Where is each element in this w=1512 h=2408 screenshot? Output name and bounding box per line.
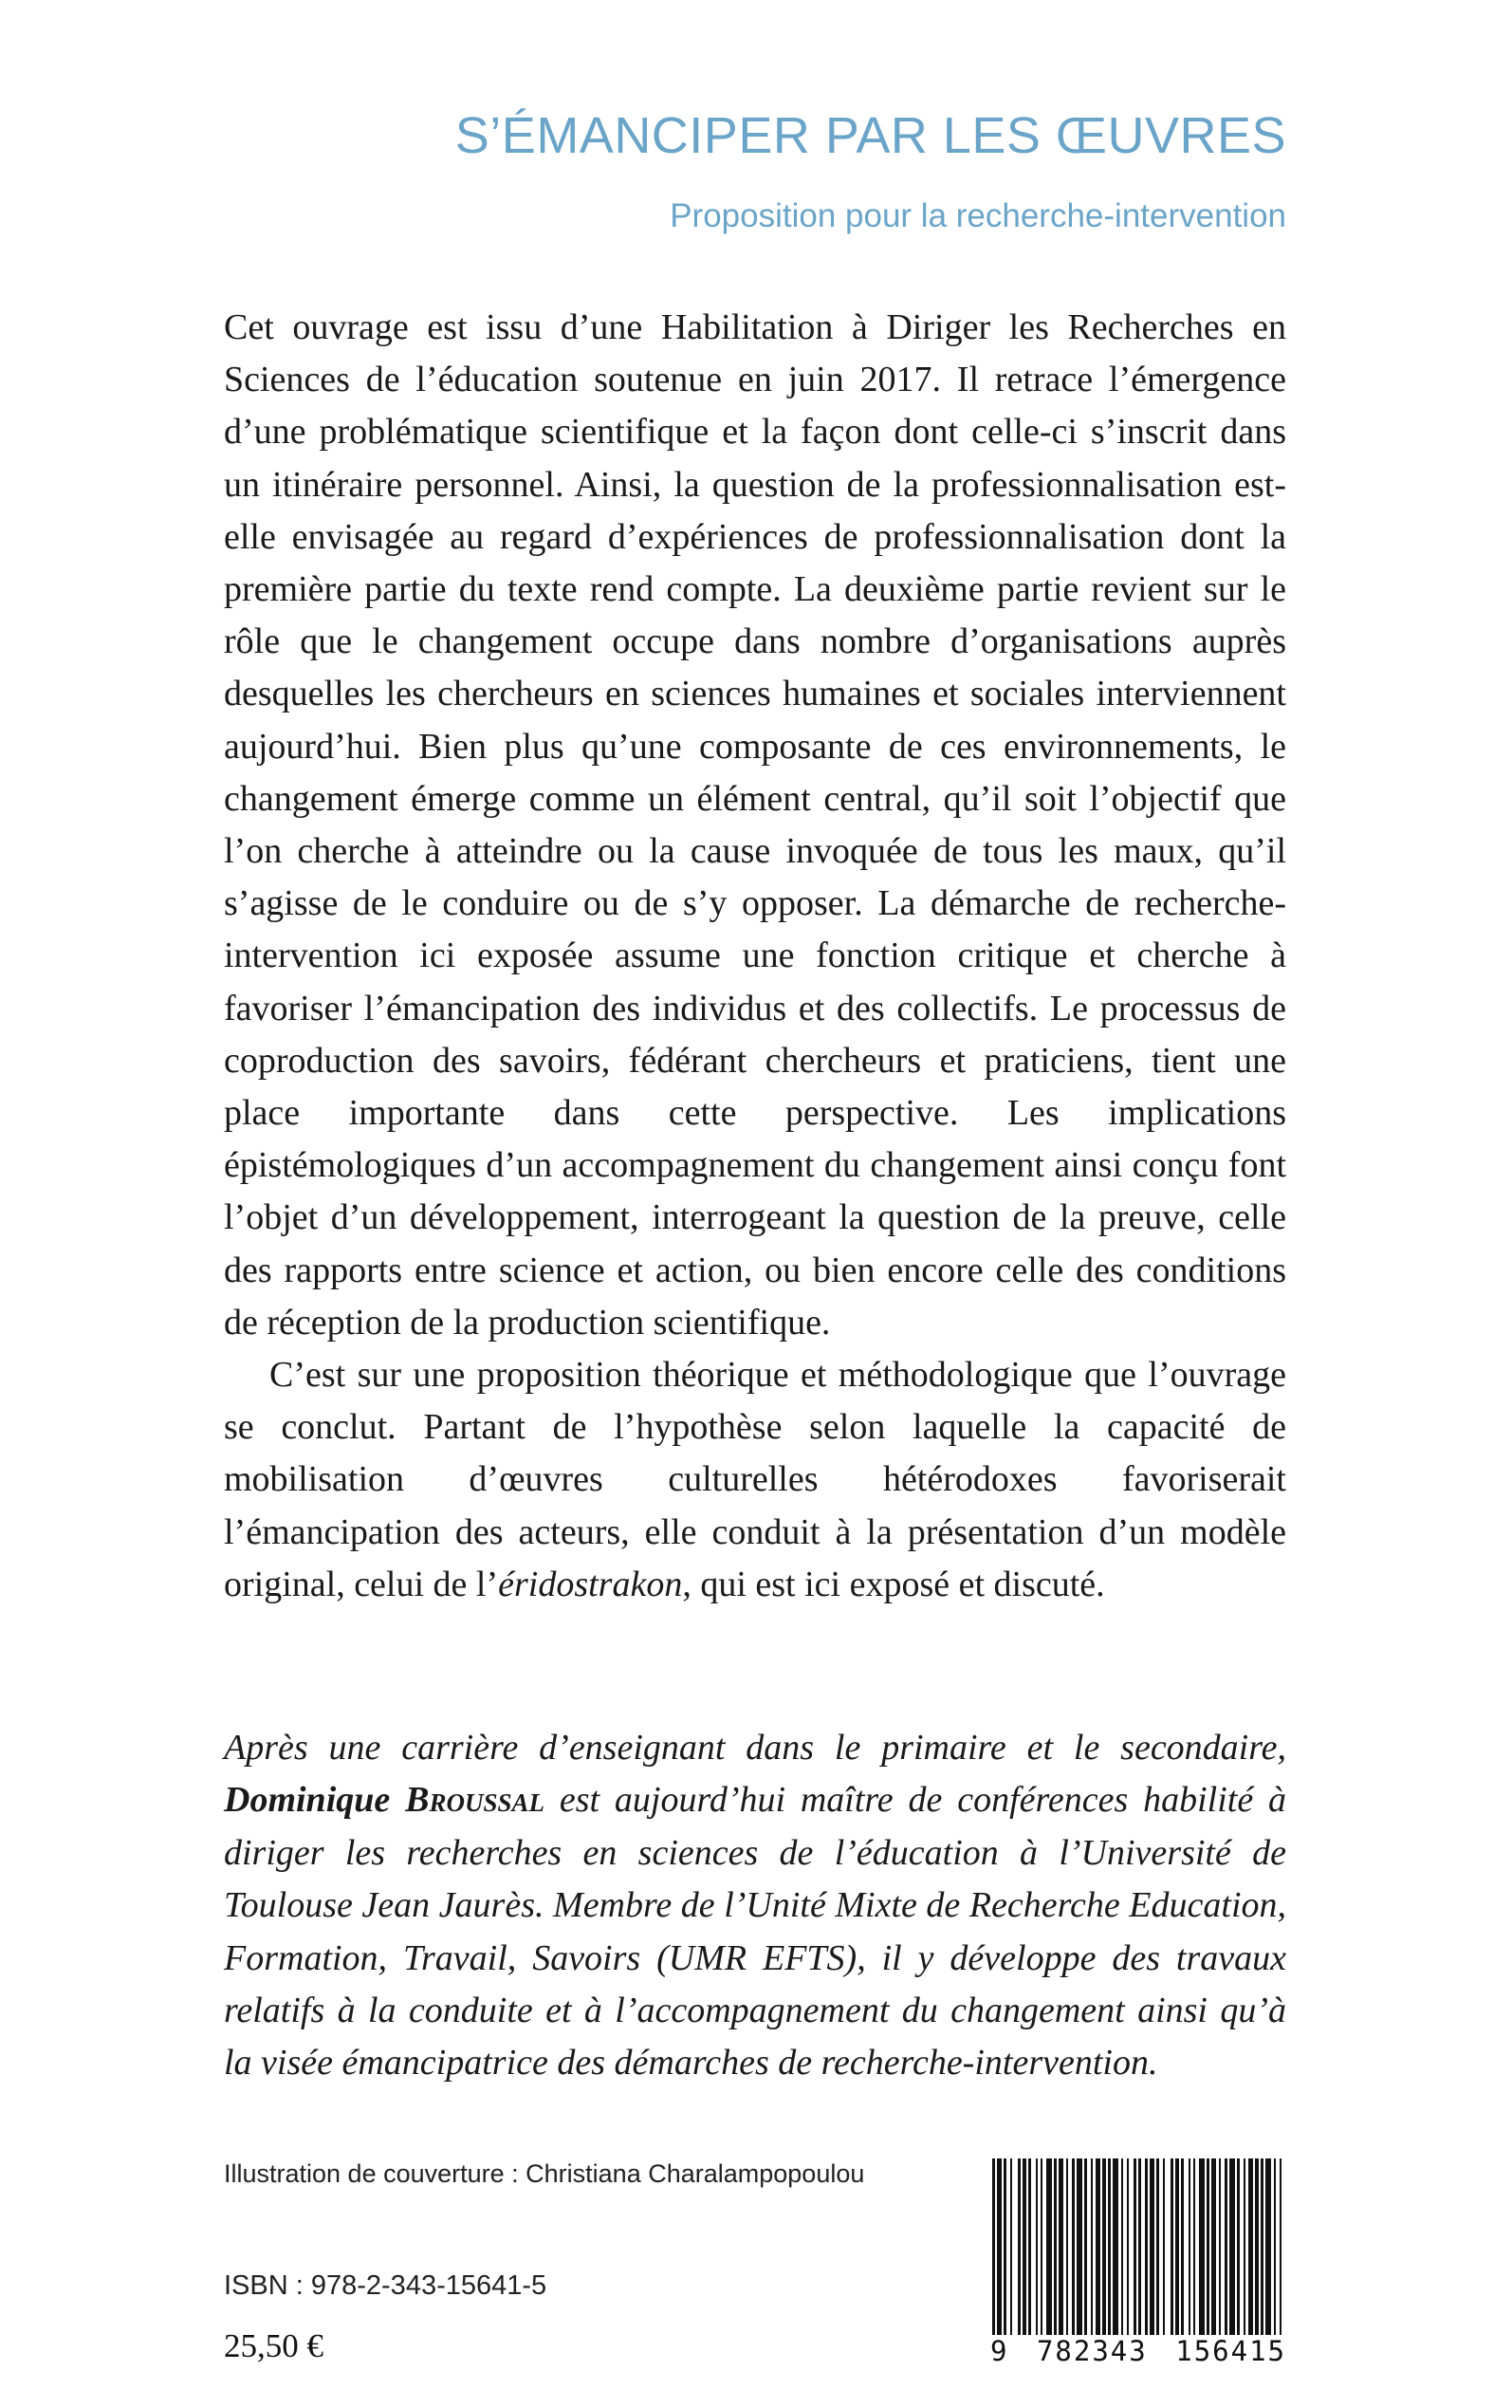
barcode-bar (1244, 2158, 1245, 2339)
barcode-bar (1189, 2158, 1190, 2339)
book-title: S’ÉMANCIPER PAR LES ŒUVRES (454, 107, 1286, 164)
barcode-bar (1041, 2158, 1042, 2339)
barcode-left-digits: 782343 (1036, 2335, 1148, 2367)
cover-illustration-credit: Illustration de couverture : Christiana Charalampopoulou (224, 2159, 865, 2188)
barcode-right-digits: 156415 (1175, 2335, 1286, 2367)
barcode-bar (1108, 2158, 1111, 2339)
barcode-lead-digit: 9 (990, 2335, 1009, 2367)
barcode-bar (1207, 2158, 1209, 2339)
barcode-bar (1138, 2158, 1141, 2339)
author-first-name: Dominique (224, 1780, 391, 1821)
barcode-bar (1261, 2158, 1263, 2339)
barcode-bar (1255, 2158, 1259, 2339)
barcode-bar (1018, 2158, 1021, 2339)
barcode-bar (1054, 2158, 1057, 2339)
isbn-number: ISBN : 978-2-343-15641-5 (224, 2270, 547, 2301)
barcode-bar (1023, 2158, 1026, 2339)
bio-text: est aujourd’hui maître de conférences habilité à diriger les recherches en sciences de l’éducation à l’Université de Toulouse Jean Jaurès. Membre de l’Unité Mixte de Recherche Education, Formation, Travail, Savoirs (UMR EFTS), il y développe des travaux relatifs à la conduite et à l’accompagnement du changement ainsi qu’à la visée émancipatrice des démarches de recherche-intervention. (224, 1780, 1287, 2084)
barcode-bar (1036, 2158, 1038, 2339)
barcode-bar (1084, 2158, 1087, 2339)
author-biography (224, 1722, 1286, 2090)
barcode-bar (992, 2158, 995, 2339)
barcode-bar (997, 2158, 1002, 2339)
barcode-bar (1145, 2158, 1148, 2339)
barcode-bar (1171, 2158, 1173, 2339)
barcode-bar (1237, 2158, 1240, 2339)
barcode-bar (1072, 2158, 1075, 2339)
barcode-bar (1265, 2158, 1271, 2339)
barcode-bar (1028, 2158, 1031, 2339)
barcode-bar (1113, 2158, 1118, 2339)
barcode-bar (1010, 2158, 1012, 2339)
barcode-bar (1211, 2158, 1216, 2339)
barcode-bar (1150, 2158, 1154, 2339)
barcode-bar (1181, 2158, 1184, 2339)
barcode-bar (1163, 2158, 1165, 2339)
summary-paragraph-2-end: , qui est ici exposé et discuté. (682, 1564, 1105, 1604)
barcode-bar (1077, 2158, 1082, 2339)
barcode-bar (1199, 2158, 1205, 2339)
barcode-bar (1248, 2158, 1253, 2339)
barcode-bars (990, 2158, 1286, 2339)
italic-term: éridostrakon (498, 1564, 683, 1604)
barcode-bar (1229, 2158, 1235, 2339)
barcode-bar (1219, 2158, 1221, 2339)
author-name (224, 1780, 544, 1820)
barcode-bar (1127, 2158, 1129, 2339)
book-subtitle: Proposition pour la recherche-intervention (670, 197, 1286, 234)
barcode-bar (1066, 2158, 1068, 2339)
barcode-bar (1121, 2158, 1123, 2339)
barcode-bar (1096, 2158, 1100, 2339)
barcode-bar (1225, 2158, 1227, 2339)
author-last-name-rest: roussal (429, 1780, 544, 1821)
barcode-bar (1274, 2158, 1276, 2339)
summary-paragraph-2 (224, 1349, 1286, 1611)
barcode-bar (1175, 2158, 1179, 2339)
barcode-bar (1059, 2158, 1063, 2339)
book-summary (224, 302, 1286, 1611)
barcode-bar (1102, 2158, 1106, 2339)
barcode-bar (1091, 2158, 1093, 2339)
barcode-bar (1193, 2158, 1195, 2339)
summary-paragraph-2-text: C’est sur une proposition théorique et méthodologique que l’ouvrage se conclut. Partant de l’hypothèse selon laquelle la capacité de mobilisation d’œuvres culturelles hétérodoxes favoriserait l’émancipation des acteurs, elle conduit à la présentation d’un modèle original, celui de l’ (224, 1355, 1286, 1604)
barcode-bar (1134, 2158, 1136, 2339)
barcode-bar (1046, 2158, 1052, 2339)
barcode-digits (990, 2335, 1286, 2367)
author-last-name-initial: B (405, 1780, 430, 1821)
summary-paragraph-1: Cet ouvrage est issu d’une Habilitation à Diriger les Recherches en Sciences de l’éducation soutenue en juin 2017. Il retrace l’émergence d’une problématique scientifique et la façon dont celle-ci s’inscrit dans un itinéraire personnel. Ainsi, la question de la professionnalisation est-elle envisagée au regard d’expériences de professionnalisation dont la première partie du texte rend compte. La deuxième partie revient sur le rôle que le changement occupe dans nombre d’organisations auprès desquelles les chercheurs en sciences humaines et sociales interviennent aujourd’hui. Bien plus qu’une composante de ces environnements, le changement émerge comme un élément central, qu’il soit l’objectif que l’on cherche à atteindre ou la cause invoquée de tous les maux, qu’il s’agisse de le conduire ou de s’y opposer. La démarche de recherche-intervention ici exposée assume une fonction critique et cherche à favoriser l’émancipation des individus et des collectifs. Le processus de coproduction des savoirs, fédérant chercheurs et praticiens, tient une place importante dans cette perspective. Les implications épistémologiques d’un accompagnement du changement ainsi conçu font l’objet d’un développement, interrogeant la question de la preuve, celle des rapports entre science et action, ou bien encore celle des conditions de réception de la production scientifique. (224, 307, 1286, 1343)
book-price: 25,50 € (224, 2327, 323, 2364)
barcode-bar (1280, 2158, 1282, 2339)
barcode-bar (1156, 2158, 1159, 2339)
bio-intro: Après une carrière d’enseignant dans le primaire et le secondaire, (224, 1728, 1286, 1768)
barcode-bar (1004, 2158, 1006, 2339)
barcode (990, 2158, 1286, 2367)
